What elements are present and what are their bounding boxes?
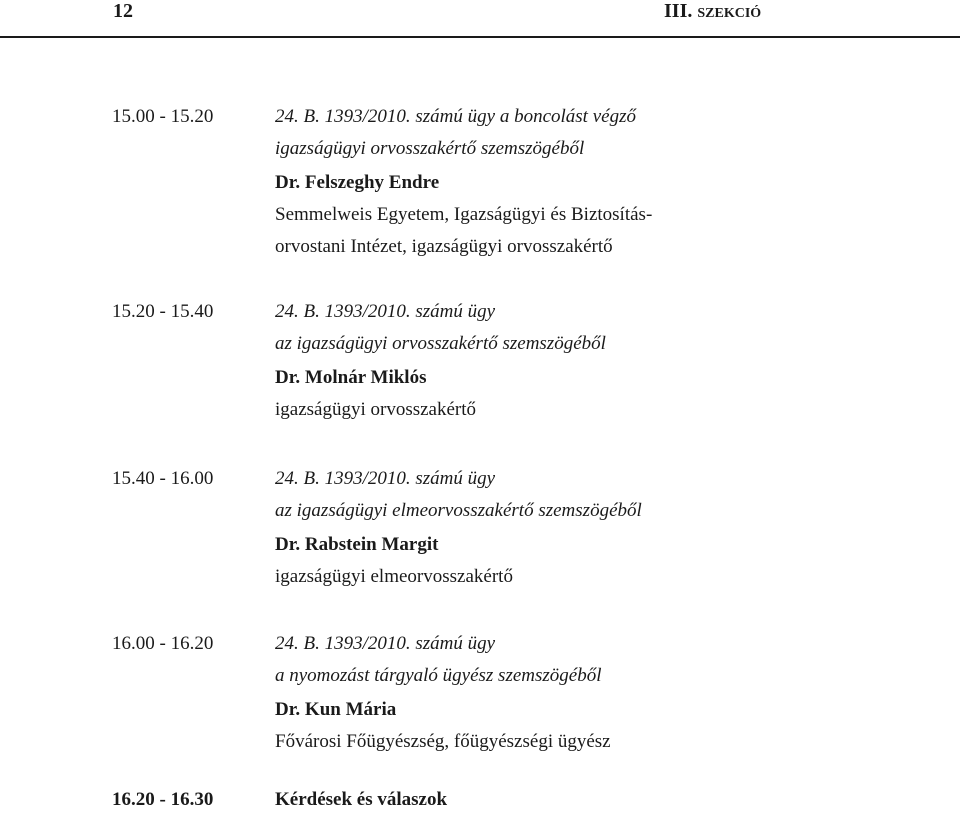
session-time: 15.00 - 15.20	[112, 106, 214, 127]
speaker-name: Dr. Kun Mária	[275, 699, 397, 720]
session-content	[275, 784, 915, 816]
speaker-affiliation-line: igazságügyi orvosszakértő	[275, 399, 477, 420]
session-content	[275, 296, 915, 426]
speaker-affiliation-line: igazságügyi elmeorvosszakértő	[275, 566, 513, 587]
session-topic-line: igazságügyi orvosszakértő szemszögéből	[275, 138, 585, 159]
session-time: 16.00 - 16.20	[112, 633, 214, 654]
session-content	[275, 628, 915, 758]
session-topic-line: az igazságügyi orvosszakértő szemszögéből	[275, 333, 606, 354]
speaker-affiliation-line: orvostani Intézet, igazságügyi orvosszakértő	[275, 236, 613, 257]
page-number: 12	[113, 0, 133, 22]
qa-label: Kérdések és válaszok	[275, 789, 448, 810]
header-divider	[0, 36, 960, 38]
session-content	[275, 463, 915, 593]
session-topic-line: 24. B. 1393/2010. számú ügy	[275, 633, 496, 654]
session-topic-line: 24. B. 1393/2010. számú ügy a boncolást végző	[275, 106, 636, 127]
speaker-name: Dr. Rabstein Margit	[275, 534, 439, 555]
session-topic-line: a nyomozást tárgyaló ügyész szemszögéből	[275, 665, 602, 686]
session-topic-line: 24. B. 1393/2010. számú ügy	[275, 468, 496, 489]
session-time: 15.40 - 16.00	[112, 468, 214, 489]
section-word: szekció	[697, 0, 762, 22]
section-title	[664, 0, 761, 23]
session-topic-line: az igazságügyi elmeorvosszakértő szemszögéből	[275, 500, 642, 521]
speaker-name: Dr. Molnár Miklós	[275, 367, 427, 388]
session-topic-line: 24. B. 1393/2010. számú ügy	[275, 301, 496, 322]
section-prefix: III.	[664, 0, 693, 22]
speaker-affiliation-line: Fővárosi Főügyészség, főügyészségi ügyész	[275, 731, 611, 752]
session-time: 16.20 - 16.30	[112, 789, 214, 810]
page-header	[0, 0, 960, 40]
speaker-name: Dr. Felszeghy Endre	[275, 172, 440, 193]
speaker-affiliation-line: Semmelweis Egyetem, Igazságügyi és Biztosítás-	[275, 204, 653, 225]
session-time: 15.20 - 15.40	[112, 301, 214, 322]
session-content	[275, 101, 915, 263]
